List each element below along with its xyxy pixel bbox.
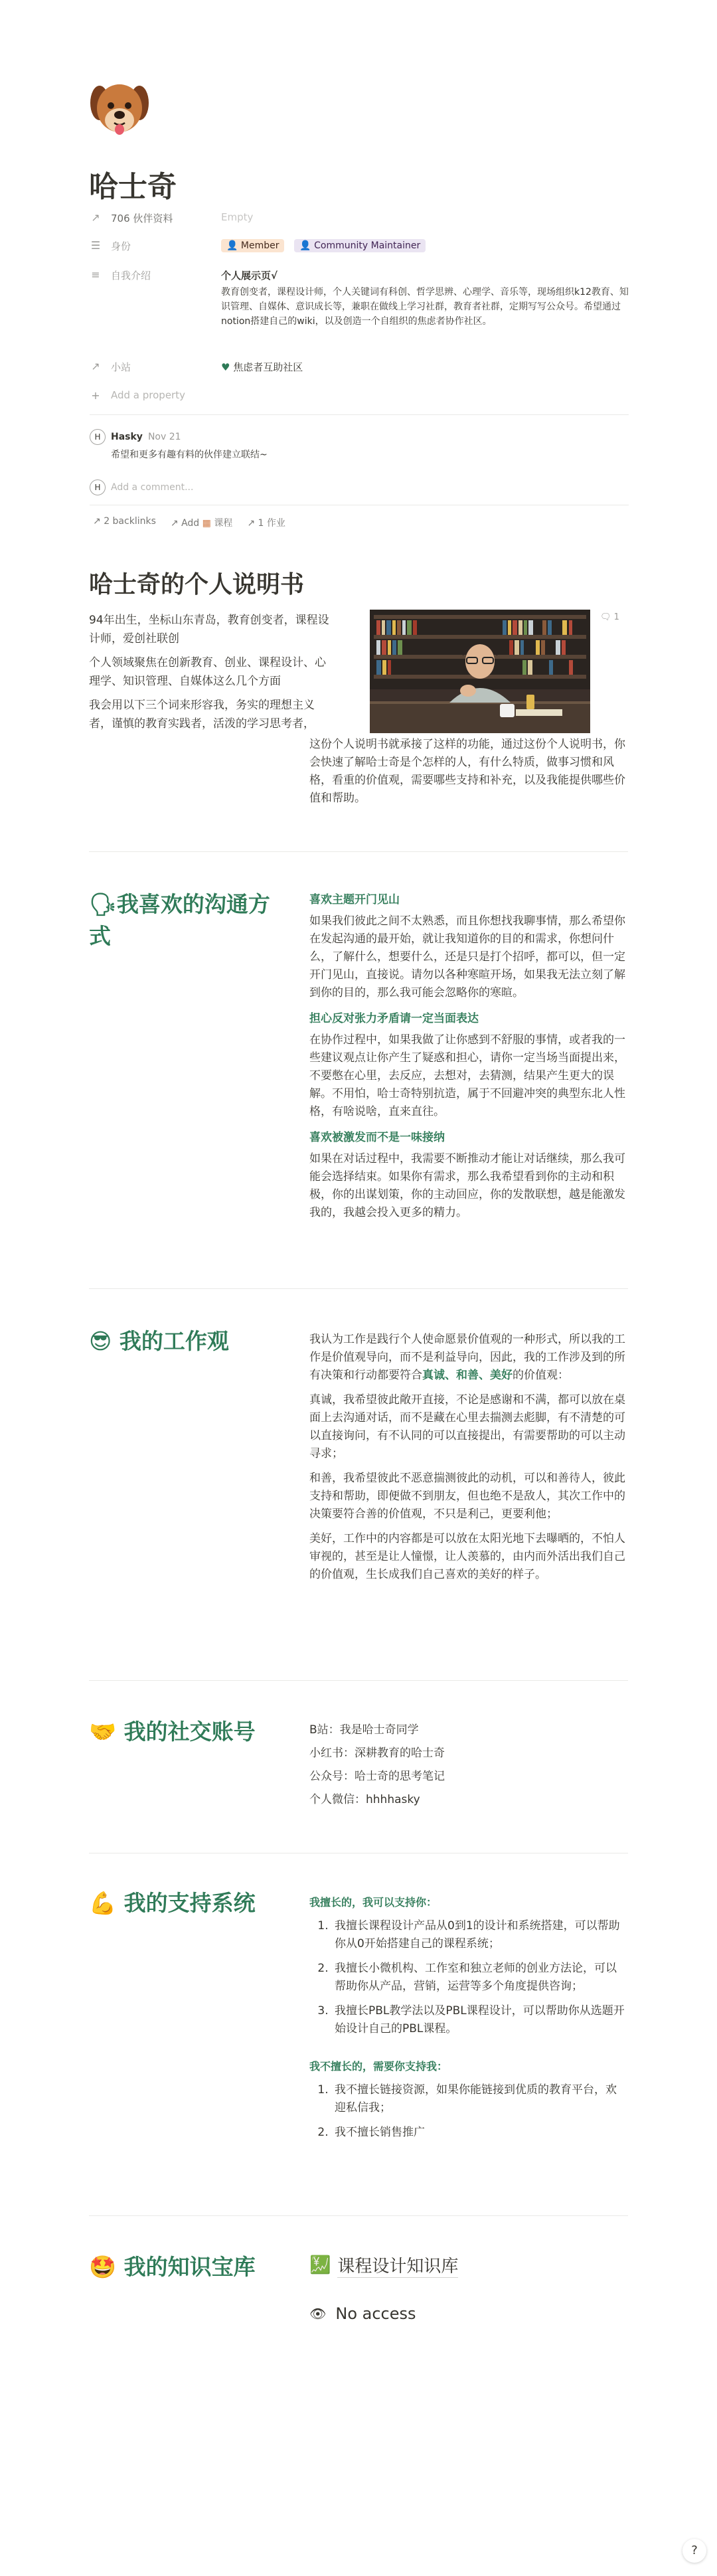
divider (89, 1680, 628, 1681)
social-body (309, 1721, 625, 1809)
comment-block (90, 429, 629, 495)
support-good-list (309, 1917, 625, 2038)
social-line: 小红书：深耕教育的哈士奇 (309, 1747, 445, 1760)
support-title: 💪 我的支持系统 (89, 1890, 256, 1916)
money-board-icon: 💹 (309, 2255, 331, 2275)
comment-input[interactable]: Add a comment... (111, 482, 194, 493)
text-lines-icon: ≡ (91, 268, 100, 281)
communication-t3: 如果在对话过程中，我需要不断推动才能让对话继续，那么我可能会选择结束。如果你有需求，那么我希望看到你的主动和积极，你的出谋划策，你的主动回应，你的发散联想，越是能激发我的，我越会投入更多的精力。 (309, 1152, 625, 1219)
help-button[interactable]: ? (682, 2539, 706, 2563)
avatar: H (90, 479, 106, 495)
divider (89, 851, 628, 852)
list-item: 3. 我擅长PBL教学法以及PBL课程设计，可以帮助你从选题开始设计自己的PBL课程。 (332, 2002, 625, 2038)
work-body (309, 1331, 625, 1584)
page-title: 哈士奇 (89, 170, 177, 204)
intro-heading: 哈士奇的个人说明书 (89, 571, 305, 598)
work-p4: 美好，工作中的内容都是可以放在太阳光地下去曝晒的，不怕人审视的，甚至是让人憧憬，让人羡慕的，由内而外活出我们自己的价值观，生长成我们自己喜欢的美好的样子。 (309, 1532, 625, 1581)
speaking-head-icon: 🗣 (89, 891, 117, 917)
intro-p4: 这份个人说明书就承接了这样的功能，通过这份个人说明书，你会快速了解哈士奇是个怎样的人，有什么特质，做事习惯和风格，看重的价值观，需要哪些支持和补充，以及我能提供哪些价值和帮助。 (309, 738, 625, 805)
intro-p1: 94年出生，坐标山东青岛，教育创变者，课程设计师，爱创社联创 (89, 614, 329, 645)
support-bad-list (309, 2081, 625, 2142)
work-p1: 我认为工作是践行个人使命愿景价值观的一种形式，所以我的工作是价值观导向，而不是利益导向，因此，我的工作涉及到的所有决策和行动都要符合真诚、和善、美好的价值观： (309, 1333, 625, 1382)
comment-count-badge[interactable]: 🗨 1 (600, 612, 619, 622)
social-line: 公众号：哈士奇的思考笔记 (309, 1770, 445, 1783)
communication-h3: 喜欢被激发而不是一味接纳 (309, 1131, 445, 1144)
relation-arrow-icon: ↗ (91, 211, 100, 224)
group-value[interactable]: 焦虑者互助社区 (233, 361, 303, 373)
communication-t2: 在协作过程中，如果我做了让你感到不舒服的事情，或者我的一些建议观点让你产生了疑惑和担心，请你一定当场当面提出来，不要憋在心里，去反应，去想对，去猜测，结果产生更大的误解。不用怕，哈士奇特别抗造，属于不回避冲突的典型东北人性格，有啥说啥，直来直往。 (309, 1033, 625, 1118)
comment-date: Nov 21 (147, 432, 181, 442)
divider (89, 1288, 628, 1289)
intro-p2: 个人领域聚焦在创新教育、创业、课程设计、心理学、知识管理、自媒体这么几个方面 (89, 656, 326, 688)
partner-value[interactable]: Empty (221, 211, 254, 223)
flexed-biceps-icon: 💪 (89, 1890, 117, 1916)
star-struck-face-icon: 🤩 (89, 2254, 117, 2280)
knowledge-link-course[interactable]: 💹 课程设计知识库 (309, 2253, 458, 2278)
social-line: 个人微信：hhhhasky (309, 1793, 420, 1806)
comment-text: 希望和更多有趣有料的伙伴建立联结~ (111, 450, 268, 460)
add-property-button[interactable]: + Add a property (90, 389, 629, 402)
eye-slash-icon: 👁 (309, 2306, 327, 2322)
divider (89, 2215, 628, 2216)
work-p3: 和善，我希望彼此不恶意揣测彼此的动机，可以和善待人，彼此支持和帮助，即便做不到朋友，但也绝不是敌人，其次工作中的决策要符合善的价值观，不只是利己，更要利他； (309, 1472, 625, 1521)
list-item: 2. 我不擅长销售推广 (332, 2124, 625, 2142)
list-item: 1. 我不擅长链接资源，如果你能链接到优质的教育平台，欢迎私信我； (332, 2081, 625, 2117)
intro-title: 个人展示页√ (221, 270, 278, 282)
support-bad-heading: 我不擅长的，需要你支持我： (309, 2060, 448, 2073)
communication-h2: 担心反对张力矛盾请一定当面表达 (309, 1012, 479, 1025)
communication-t1: 如果我们彼此之间不太熟悉，而且你想找我聊事情，那么希望你在发起沟通的最开始，就让我知道你的目的和需求，你想问什么，了解什么，想要什么，还是只是打个招呼，都可以，但一定开门见山，直接说。请勿以各种寒暄开场，如果我无法立刻了解到你的目的，那么我可能会忽略你的寒暄。 (309, 914, 625, 999)
social-line: B站：我是哈士奇同学 (309, 1723, 419, 1737)
identity-label: 身份 (111, 240, 131, 252)
communication-body (309, 891, 625, 1222)
sunglasses-face-icon: 😎 (89, 1328, 112, 1354)
handshake-icon: 🤝 (89, 1719, 117, 1745)
member-tag: 👤 Member (221, 239, 284, 252)
work-title: 😎 我的工作观 (89, 1328, 229, 1354)
add-button[interactable]: ↗ Add ▦ 课程 (170, 518, 233, 529)
property-intro[interactable] (90, 268, 629, 329)
property-partner[interactable] (90, 211, 629, 225)
divider (90, 414, 629, 415)
support-good-heading: 我擅长的，我可以支持你： (309, 1896, 438, 1909)
property-group[interactable] (90, 360, 629, 374)
dog-face-icon[interactable] (86, 76, 153, 143)
intro-p3: 我会用以下三个词来形容我，务实的理想主义者，谨慎的教育实践者，活泼的学习思考者， (89, 699, 315, 730)
list-item: 2. 我擅长小微机构、工作室和独立老师的创业方法论，可以帮助你从产品，营销，运营等多个角度提供咨询； (332, 1960, 625, 1996)
green-heart-icon: ♥ (221, 361, 230, 373)
property-identity[interactable] (90, 239, 629, 253)
list-item: 1. 我擅长课程设计产品从0到1的设计和系统搭建，可以帮助你从0开始搭建自己的课程系统； (332, 1917, 625, 1953)
community-maintainer-tag: 👤 Community Maintainer (294, 239, 426, 252)
intro-text: 教育创变者，课程设计师，个人关键词有科创、哲学思辨、心理学、音乐等，现场组织k12教育、知识管理、自媒体、意识成长等，兼职在做线上学习社群，教育者社群，定期写写公众号。希望通过notion搭建自己的wiki，以及创造一个自组织的焦虑者协作社区。 (221, 287, 629, 327)
relation-arrow-icon: ↗ (91, 360, 100, 373)
intro-label: 自我介绍 (111, 270, 151, 282)
comment-author: Hasky (111, 432, 143, 442)
social-title: 🤝 我的社交账号 (89, 1719, 256, 1745)
partner-label: 706 伙伴资料 (111, 213, 173, 224)
group-label: 小站 (111, 361, 131, 373)
knowledge-title: 🤩 我的知识宝库 (89, 2254, 256, 2280)
list-icon: ☰ (90, 239, 101, 252)
communication-title: 🗣我喜欢的沟通方式 (89, 891, 270, 949)
avatar: H (90, 429, 106, 445)
backlinks-bar (93, 516, 285, 529)
profile-photo (370, 610, 590, 733)
work-p2: 真诚，我希望彼此敞开直接，不论是感谢和不满，都可以放在桌面上去沟通对话，而不是藏在心里去揣测去彪脚，有不清楚的可以直接询问，有不认同的可以直接提出，有需要帮助的可以主动寻求； (309, 1393, 625, 1460)
communication-h1: 喜欢主题开门见山 (309, 893, 400, 906)
support-body (309, 1894, 625, 2148)
knowledge-link-noaccess[interactable]: 👁 No access (309, 2304, 416, 2323)
plus-icon: + (91, 389, 100, 402)
backlinks-button[interactable]: ↗ 2 backlinks (93, 516, 156, 527)
work-button[interactable]: ↗ 1 作业 (247, 518, 285, 529)
